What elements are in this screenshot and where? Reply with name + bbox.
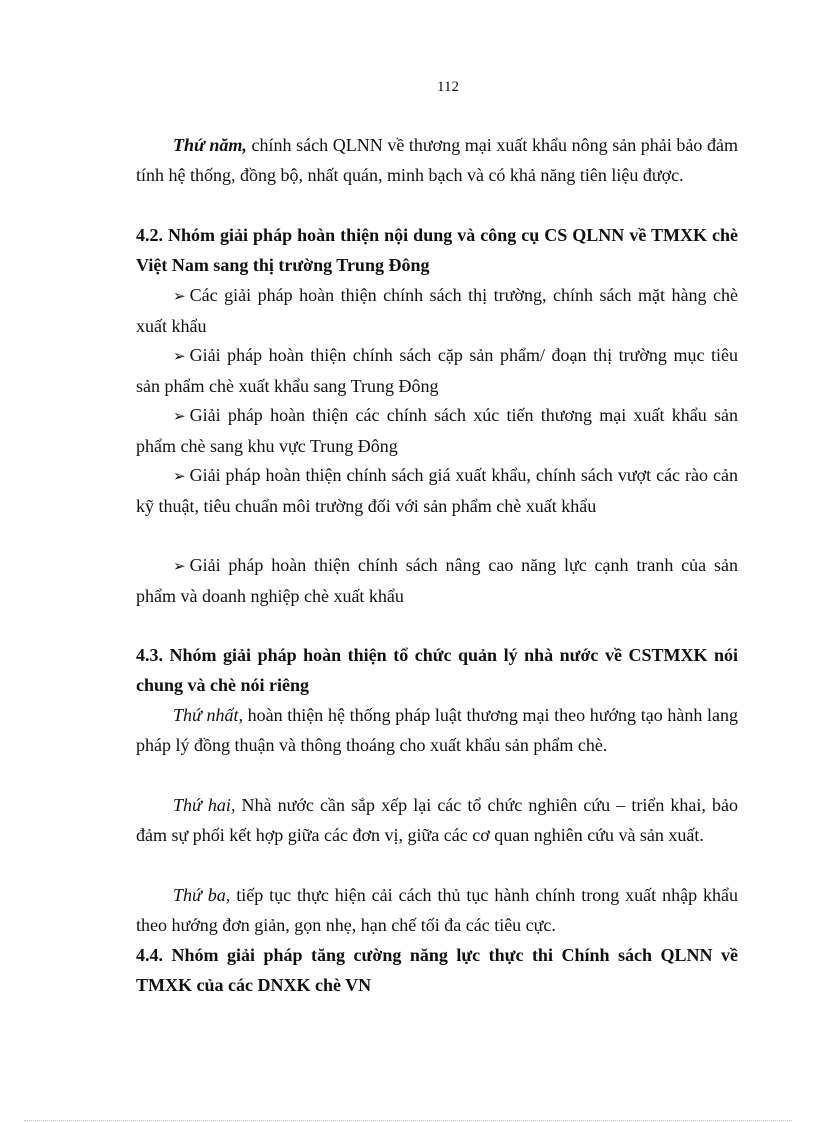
paragraph-first (136, 700, 738, 760)
heading-4-3: 4.3. Nhóm giải pháp hoàn thiện tổ chức quản lý nhà nước về CSTMXK nói chung và chè nói riêng (136, 645, 738, 695)
paragraph-fifth (136, 130, 738, 190)
paragraph-text: chính sách QLNN về thương mại xuất khẩu nông sản phải bảo đảm tính hệ thống, đồng bộ, nhất quán, minh bạch và có khả năng tiên liệu được. (136, 135, 738, 185)
bullet-text: Các giải pháp hoàn thiện chính sách thị trường, chính sách mặt hàng chè xuất khẩu (136, 285, 738, 336)
paragraph-second (136, 790, 738, 850)
paragraph-text: , Nhà nước cần sắp xếp lại các tổ chức nghiên cứu – triển khai, bảo đảm sự phối kết hợp giữa các đơn vị, giữa các cơ quan nghiên cứu và sản xuất. (136, 795, 738, 845)
bullet-text: Giải pháp hoàn thiện chính sách cặp sản phẩm/ đoạn thị trường mục tiêu sản phẩm chè xuất khẩu sang Trung Đông (136, 345, 738, 396)
page-number: 112 (437, 79, 459, 95)
bullet-text: Giải pháp hoàn thiện chính sách nâng cao năng lực cạnh tranh của sản phẩm và doanh nghiệp chè xuất khẩu (136, 555, 738, 606)
paragraph-text: hoàn thiện hệ thống pháp luật thương mại theo hướng tạo hành lang pháp lý đồng thuận và thông thoáng cho xuất khẩu sản phẩm chè. (136, 705, 738, 755)
bullet-item (136, 550, 738, 611)
arrow-bullet-icon: ➢ (173, 347, 186, 365)
heading-4-2: 4.2. Nhóm giải pháp hoàn thiện nội dung và công cụ CS QLNN về TMXK chè Việt Nam sang thị trường Trung Đông (136, 225, 738, 275)
paragraph-lead: Thứ năm, (173, 135, 247, 155)
bullet-item (136, 280, 738, 341)
paragraph-lead: Thứ nhất, (173, 705, 243, 725)
arrow-bullet-icon: ➢ (173, 287, 186, 305)
bullet-text: Giải pháp hoàn thiện các chính sách xúc tiến thương mại xuất khẩu sản phẩm chè sang khu vực Trung Đông (136, 405, 738, 456)
bullet-item (136, 460, 738, 521)
paragraph-lead: Thứ hai (173, 795, 231, 815)
arrow-bullet-icon: ➢ (173, 467, 186, 485)
arrow-bullet-icon: ➢ (173, 557, 186, 575)
paragraph-third (136, 880, 738, 940)
footer-divider (24, 1120, 792, 1121)
arrow-bullet-icon: ➢ (173, 407, 186, 425)
heading-4-4: 4.4. Nhóm giải pháp tăng cường năng lực thực thi Chính sách QLNN về TMXK của các DNXK chè VN (136, 945, 738, 995)
bullet-item (136, 340, 738, 401)
bullet-item (136, 400, 738, 461)
paragraph-text: tiếp tục thực hiện cải cách thủ tục hành chính trong xuất nhập khẩu theo hướng đơn giản, gọn nhẹ, hạn chế tối đa các tiêu cực. (136, 885, 738, 935)
bullet-text: Giải pháp hoàn thiện chính sách giá xuất khẩu, chính sách vượt các rào cản kỹ thuật, tiêu chuẩn môi trường đối với sản phẩm chè xuất khẩu (136, 465, 738, 516)
paragraph-lead: Thứ ba, (173, 885, 231, 905)
